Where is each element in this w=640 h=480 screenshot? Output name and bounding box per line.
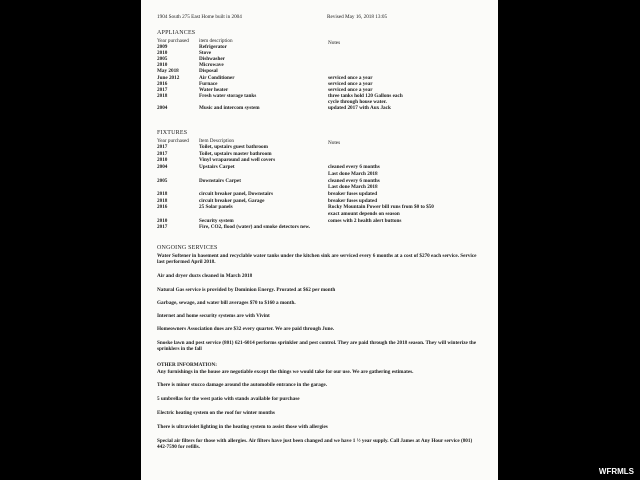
- fixtures-cell: 2016: [157, 204, 168, 211]
- appliances-cell: Disposal: [199, 68, 218, 75]
- appliances-cell: May 2018: [157, 68, 179, 75]
- fixtures-cell: 25 Solar panels: [199, 204, 233, 211]
- fixtures-cell: Last done March 2018: [328, 170, 378, 177]
- appliances-cell: 2016: [157, 80, 168, 87]
- fixtures-cell: 2010: [157, 157, 168, 164]
- ongoing-para: Internet and home security systems are with Vivint: [157, 313, 270, 319]
- fixtures-cell: Toilet, upstairs guest bathroom: [199, 144, 268, 150]
- fixtures-cell: Rocky Mountain Power bill runs from $0 to $50: [328, 204, 434, 211]
- appliances-cell: serviced once a year: [328, 86, 373, 93]
- fixtures-cell: Upstairs Carpet: [199, 164, 235, 171]
- appliances-cell: Water heater: [199, 86, 229, 93]
- fixtures-cell: Security system: [199, 217, 234, 224]
- fixtures-cell: 2010: [157, 217, 168, 224]
- appliances-cell: 2010: [157, 50, 168, 57]
- appliances-cell: serviced once a year: [328, 74, 373, 81]
- ongoing-para: Water Softener in basement and recyclable water tanks under the kitchen sink are serviced every 6 months at a cost of $270 each service. Service last performed April 2018.: [157, 253, 477, 265]
- fixtures-cell: 2005: [157, 177, 168, 184]
- appliances-cell: serviced once a year: [328, 80, 373, 87]
- other-para: Any furnishings in the house are negotiable except the things we would take for our use. We are gathering estimates.: [157, 369, 414, 375]
- fixtures-cell: 2004: [157, 164, 168, 171]
- appliances-col-desc: item description: [199, 38, 233, 44]
- appliances-cell: 2005: [157, 56, 168, 63]
- fixtures-cell: 2017: [157, 224, 168, 231]
- fixtures-cell: comes with 2 health alert buttons: [328, 217, 402, 224]
- appliances-cell: Refrigerator: [199, 44, 227, 50]
- appliances-cell: Music and intercom system: [199, 105, 260, 111]
- fixtures-cell: Downstairs Carpet: [199, 177, 241, 184]
- fixtures-cell: Fire, CO2, flood (water) and smoke detectors new.: [199, 224, 311, 231]
- appliances-cell: Microwave: [199, 62, 224, 69]
- other-para: Special air filters for those with allergies. Air filters have just been changed and we have 1 ½ year supply. Call James at Any Hour service (801) 442-7590 for refills.: [157, 438, 473, 450]
- appliances-cell: cycle through house water.: [328, 98, 387, 105]
- appliances-cell: Furnace: [199, 80, 218, 87]
- fixtures-col-year: Year purchased: [157, 138, 189, 144]
- fixtures-cell: 2017: [157, 150, 168, 157]
- fixtures-cell: breaker fuses updated: [328, 190, 378, 197]
- appliances-cell: June 2012: [157, 74, 180, 81]
- other-para: There is ultraviolet lighting in the heating system to assist those with allergies: [157, 424, 328, 430]
- fixtures-cell: cleaned every 6 months: [328, 164, 380, 171]
- header-address: 1904 South 275 East Home built in 2004: [157, 14, 242, 20]
- fixtures-cell: Vinyl wraparound and well covers: [199, 157, 276, 164]
- appliances-cell: 2004: [157, 105, 168, 111]
- other-title: OTHER INFORMATION:: [157, 362, 217, 368]
- other-para: There is minor stucco damage around the automobile entrance in the garage.: [157, 382, 328, 388]
- ongoing-para: Garbage, sewage, and water bill averages $70 to $160 a month.: [157, 300, 296, 306]
- appliances-cell: Stove: [199, 50, 212, 57]
- mls-watermark: WFRMLS: [598, 467, 634, 476]
- other-para: 5 umbrellas for the west patio with stands available for purchase: [157, 396, 300, 402]
- fixtures-title: FIXTURES: [157, 130, 188, 136]
- appliances-cell: Fresh water storage tanks: [199, 92, 257, 99]
- fixtures-col-desc: Item Description: [199, 138, 235, 144]
- appliances-title: APPLIANCES: [157, 30, 196, 36]
- ongoing-title: ONGOING SERVICES: [157, 245, 218, 251]
- other-para: Electric heating system on the roof for winter months: [157, 410, 275, 416]
- ongoing-para: Homeowners Association dues are $32 every quarter. We are paid through June.: [157, 326, 335, 332]
- appliances-col-year: Year purchased: [157, 38, 189, 44]
- ongoing-para: Air and dryer ducts cleaned in March 2018: [157, 273, 253, 279]
- fixtures-cell: 2018: [157, 190, 168, 197]
- appliances-cell: 2018: [157, 92, 168, 99]
- appliances-cell: Air Conditioner: [199, 74, 235, 81]
- ongoing-para: Snoske lawn and pest service (801) 621-6014 performs sprinkler and pest control. They are paid through the 2018 season. They will winterize the sprinklers in the fall: [157, 340, 477, 352]
- appliances-cell: three tanks hold 120 Gallons each: [328, 92, 403, 99]
- fixtures-cell: 2018: [157, 197, 168, 204]
- fixtures-cell: Last done March 2018: [328, 184, 378, 191]
- fixtures-cell: circuit breaker panel, Garage: [199, 197, 265, 204]
- fixtures-cell: Toilet, upstairs master bathroom: [199, 150, 272, 157]
- appliances-cell: 2010: [157, 62, 168, 69]
- appliances-cell: 2017: [157, 86, 168, 93]
- fixtures-cell: cleaned every 6 months: [328, 177, 380, 184]
- fixtures-cell: breaker fuses updated: [328, 197, 378, 204]
- fixtures-cell: 2017: [157, 144, 168, 150]
- document-page: [141, 0, 498, 480]
- appliances-cell: Dishwasher: [199, 56, 225, 63]
- appliances-cell: 2009: [157, 44, 168, 50]
- appliances-cell: updated 2017 with Aux Jack: [328, 105, 391, 111]
- header-revised: Revised May 16, 2018 13:05: [327, 14, 388, 20]
- appliances-col-notes: Notes: [328, 40, 341, 46]
- fixtures-cell: circuit breaker panel, Downstairs: [199, 190, 274, 197]
- ongoing-para: Natural Gas service is provided by Dominion Energy. Prorated at $62 per month: [157, 287, 336, 293]
- fixtures-col-notes: Notes: [328, 140, 341, 146]
- fixtures-cell: exact amount depends on season: [328, 211, 400, 217]
